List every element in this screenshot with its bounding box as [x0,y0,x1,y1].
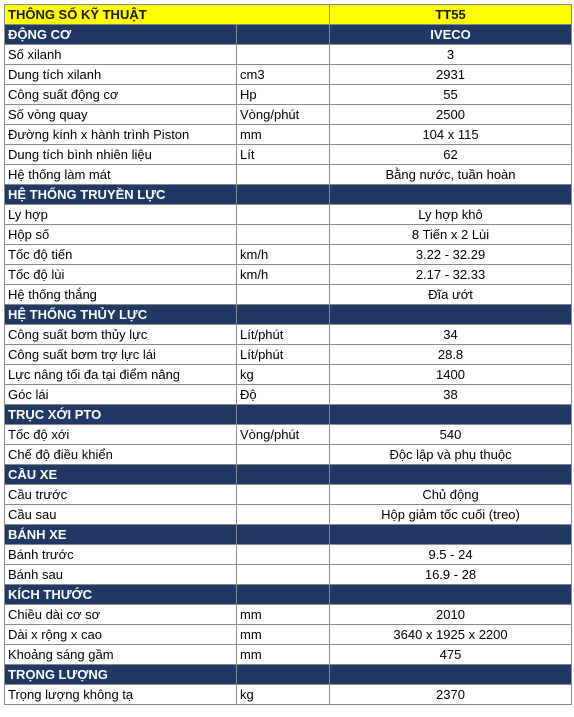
spec-value: 55 [330,85,572,105]
spec-unit [237,45,330,65]
spec-unit [237,25,330,45]
spec-label: Tốc độ lùi [5,265,237,285]
spec-label: Công suất động cơ [5,85,237,105]
spec-unit [237,285,330,305]
section-title: HỆ THỐNG TRUYỀN LỰC [5,185,237,205]
section-header-row [5,465,572,485]
section-value [330,525,572,545]
section-value [330,185,572,205]
spec-value: 38 [330,385,572,405]
table-row [5,365,572,385]
spec-unit [237,185,330,205]
spec-unit: mm [237,125,330,145]
table-row [5,325,572,345]
table-row [5,45,572,65]
spec-unit: kg [237,365,330,385]
table-title: THÔNG SỐ KỸ THUẬT [5,5,330,25]
table-row [5,345,572,365]
spec-unit [237,505,330,525]
table-row [5,445,572,465]
section-title: TRỤC XỚI PTO [5,405,237,425]
spec-label: Hệ thống thắng [5,285,237,305]
spec-label: Ly hợp [5,205,237,225]
spec-unit: Độ [237,385,330,405]
table-row [5,285,572,305]
spec-unit: Lít/phút [237,345,330,365]
spec-label: Dung tích bình nhiên liệu [5,145,237,165]
spec-label: Bánh sau [5,565,237,585]
spec-label: Số xilanh [5,45,237,65]
table-row [5,485,572,505]
spec-unit [237,225,330,245]
spec-unit: km/h [237,245,330,265]
spec-label: Dài x rộng x cao [5,625,237,645]
spec-unit [237,545,330,565]
spec-unit [237,445,330,465]
table-row [5,65,572,85]
table-row [5,425,572,445]
spec-value: 2.17 - 32.33 [330,265,572,285]
spec-label: Góc lái [5,385,237,405]
table-row [5,685,572,705]
spec-label: Cầu trước [5,485,237,505]
spec-value: 2931 [330,65,572,85]
table-row [5,265,572,285]
table-row [5,505,572,525]
section-value [330,305,572,325]
section-header-row [5,25,572,45]
section-value [330,585,572,605]
spec-unit [237,665,330,685]
spec-label: Chế độ điều khiển [5,445,237,465]
spec-unit [237,205,330,225]
spec-unit: kg [237,685,330,705]
spec-value: 2500 [330,105,572,125]
section-value [330,405,572,425]
spec-value: 2010 [330,605,572,625]
table-header-row [5,5,572,25]
spec-unit [237,165,330,185]
spec-label: Tốc độ tiến [5,245,237,265]
spec-unit: Lít/phút [237,325,330,345]
spec-label: Số vòng quay [5,105,237,125]
spec-value: Độc lập và phụ thuộc [330,445,572,465]
spec-unit: Vòng/phút [237,425,330,445]
table-row [5,165,572,185]
section-value [330,665,572,685]
section-title: TRỌNG LƯỢNG [5,665,237,685]
table-row [5,125,572,145]
spec-label: Đường kính x hành trình Piston [5,125,237,145]
spec-label: Hộp số [5,225,237,245]
spec-unit: Vòng/phút [237,105,330,125]
spec-unit: cm3 [237,65,330,85]
spec-unit: mm [237,645,330,665]
spec-label: Lực nâng tối đa tại điểm nâng [5,365,237,385]
section-title: KÍCH THƯỚC [5,585,237,605]
spec-value: Hộp giảm tốc cuối (treo) [330,505,572,525]
table-row [5,625,572,645]
spec-value: 9.5 - 24 [330,545,572,565]
section-header-row [5,185,572,205]
spec-unit [237,485,330,505]
spec-value: 3.22 - 32.29 [330,245,572,265]
spec-value: 62 [330,145,572,165]
section-title: CẦU XE [5,465,237,485]
spec-label: Hệ thống làm mát [5,165,237,185]
section-header-row [5,585,572,605]
section-header-row [5,305,572,325]
spec-value: 28.8 [330,345,572,365]
table-row [5,225,572,245]
section-header-row [5,405,572,425]
spec-unit: Hp [237,85,330,105]
spec-unit [237,565,330,585]
spec-value: 540 [330,425,572,445]
table-row [5,385,572,405]
section-value [330,465,572,485]
spec-unit [237,465,330,485]
spec-unit: Lít [237,145,330,165]
spec-label: Tốc độ xới [5,425,237,445]
spec-value: 3640 x 1925 x 2200 [330,625,572,645]
spec-value: 475 [330,645,572,665]
spec-label: Trọng lượng không tạ [5,685,237,705]
spec-label: Chiều dài cơ sơ [5,605,237,625]
spec-label: Khoảng sáng gầm [5,645,237,665]
spec-value: 104 x 115 [330,125,572,145]
table-row [5,205,572,225]
spec-value: 34 [330,325,572,345]
spec-unit: mm [237,605,330,625]
model-name: TT55 [330,5,572,25]
spec-unit [237,585,330,605]
spec-value: Đĩa ướt [330,285,572,305]
table-row [5,565,572,585]
spec-label: Công suất bơm trợ lực lái [5,345,237,365]
section-title: HỆ THỐNG THỦY LỰC [5,305,237,325]
spec-value: Bằng nước, tuần hoàn [330,165,572,185]
spec-value: 3 [330,45,572,65]
table-row [5,545,572,565]
spec-value: 8 Tiến x 2 Lùi [330,225,572,245]
spec-label: Bánh trước [5,545,237,565]
spec-table-body [5,5,572,705]
section-value: IVECO [330,25,572,45]
table-row [5,645,572,665]
table-row [5,605,572,625]
spec-unit: mm [237,625,330,645]
spec-label: Cầu sau [5,505,237,525]
table-row [5,85,572,105]
spec-value: Ly hợp khô [330,205,572,225]
spec-unit [237,305,330,325]
table-row [5,245,572,265]
section-header-row [5,525,572,545]
spec-label: Dung tích xilanh [5,65,237,85]
spec-unit [237,405,330,425]
table-row [5,145,572,165]
spec-label: Công suất bơm thủy lực [5,325,237,345]
spec-unit [237,525,330,545]
spec-value: 2370 [330,685,572,705]
spec-unit: km/h [237,265,330,285]
table-row [5,105,572,125]
spec-value: 16.9 - 28 [330,565,572,585]
section-header-row [5,665,572,685]
section-title: ĐỘNG CƠ [5,25,237,45]
spec-value: Chủ động [330,485,572,505]
spec-table [4,4,572,705]
section-title: BÁNH XE [5,525,237,545]
spec-value: 1400 [330,365,572,385]
